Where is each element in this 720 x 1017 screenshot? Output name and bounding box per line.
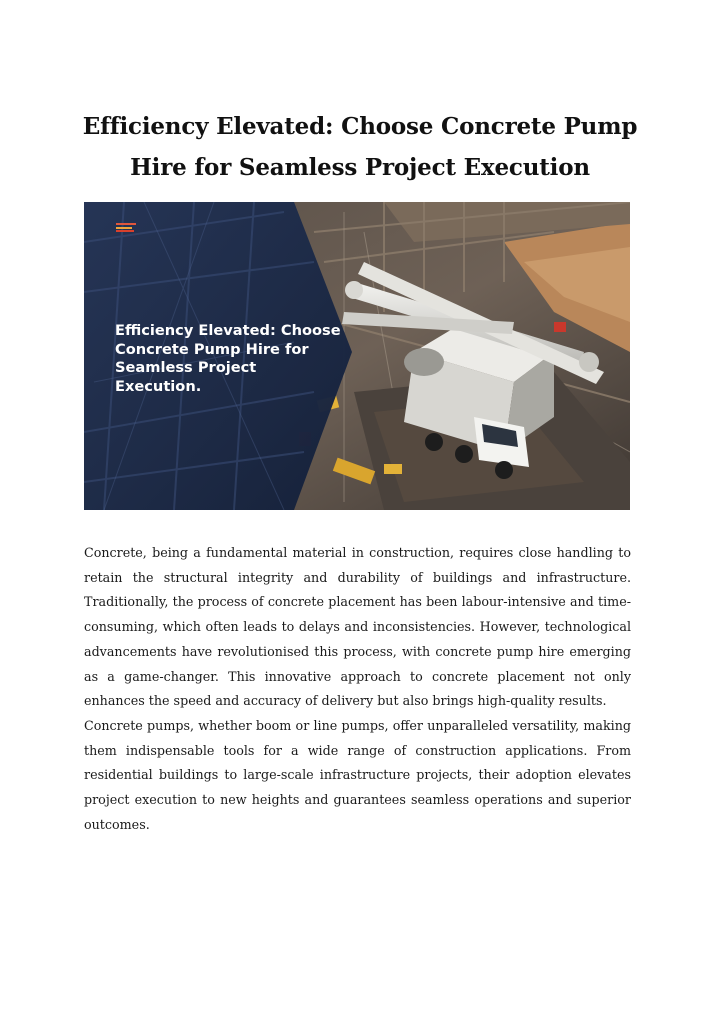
document-title: Efficiency Elevated: Choose Concrete Pump Hire for Seamless Project Execution bbox=[82, 113, 638, 181]
paragraph: Concrete pumps, whether boom or line pumps, offer unparalleled versatility, making them indispensable tools for a wide range of construction applications. From residential buildings to large-scale infrastructure projects, their adoption elevates project execution to new heights and guarantees seamless operations and superior outcomes. bbox=[84, 717, 631, 832]
hero-image bbox=[84, 202, 630, 510]
hero-overlay-text: Efficiency Elevated: Choose Concrete Pump Hire for Seamless Project Execution. bbox=[115, 322, 341, 395]
brand-logo-icon bbox=[116, 223, 136, 233]
paragraph: Concrete, being a fundamental material in construction, requires close handling to retain the structural integrity and durability of buildings and infrastructure. Traditionally, the process of concrete placement has been labour-intensive and time-consuming, which often leads to delays and inconsistencies. However, technological advancements have revolutionised this process, with concrete pump hire emerging as a game-changer. This innovative approach to concrete placement not only enhances the speed and accuracy of delivery but also brings high-quality results. bbox=[84, 545, 631, 709]
body-content bbox=[84, 541, 631, 837]
